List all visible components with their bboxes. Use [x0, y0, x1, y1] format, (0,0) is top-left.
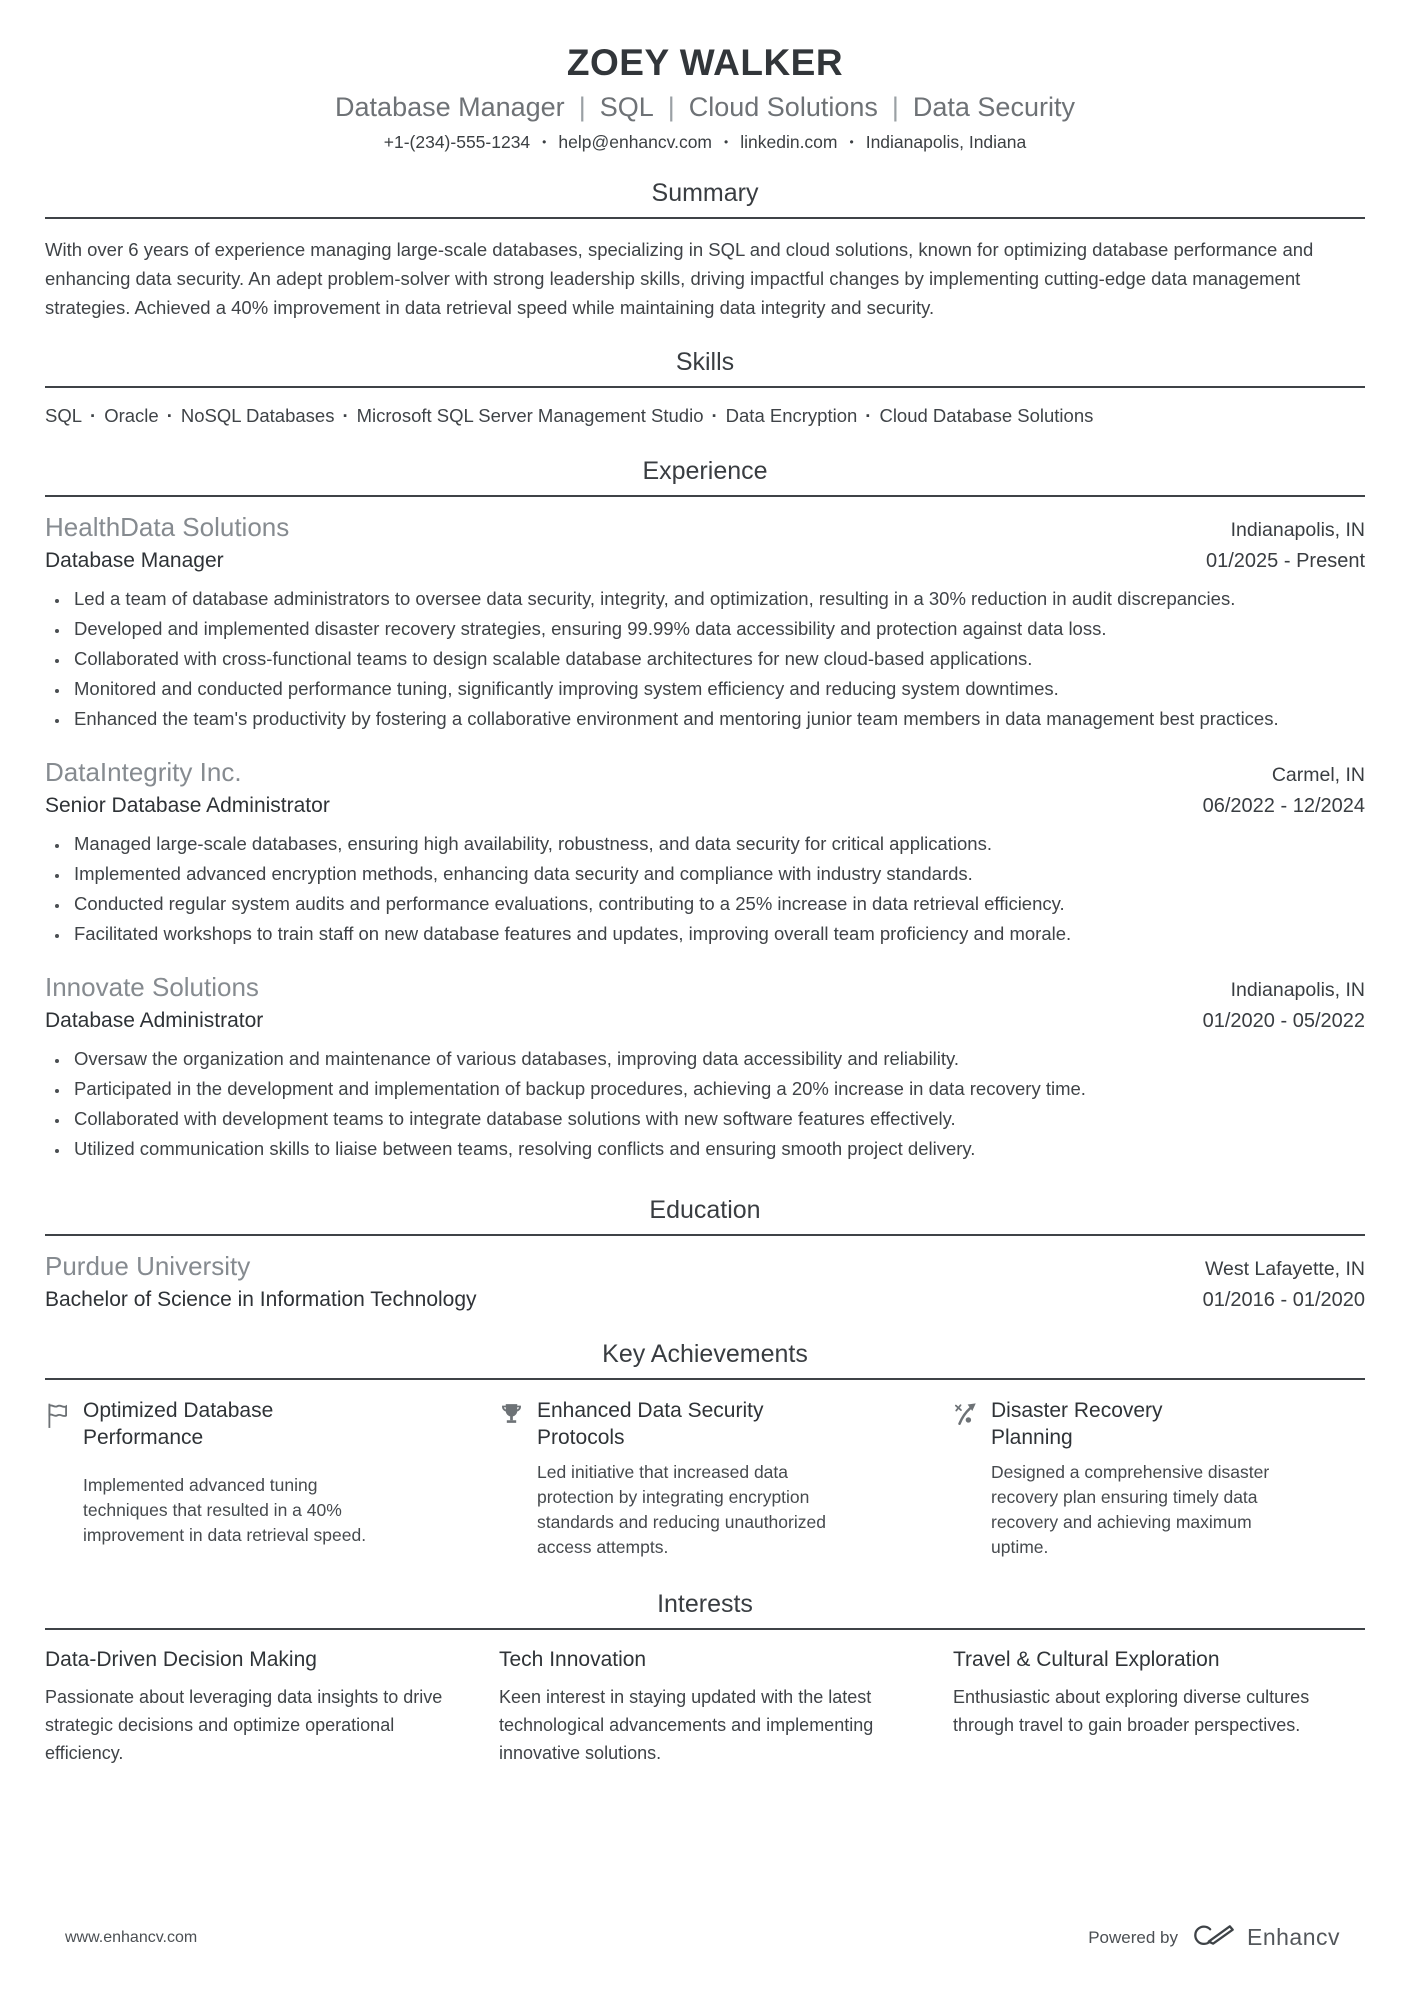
job-bullet-list: [45, 584, 1365, 734]
title-item: Database Manager: [335, 91, 565, 122]
job-title: Database Manager: [45, 548, 224, 572]
job-dates: 01/2020 - 05/2022: [1202, 1009, 1365, 1032]
job-bullet: • Implemented advanced encryption methods, enhancing data security and compliance with industry standards.: [70, 859, 1365, 889]
achievements-grid: [45, 1398, 1365, 1561]
job-dates: 01/2025 - Present: [1206, 549, 1365, 572]
interests-heading: Interests: [657, 1590, 753, 1619]
interest-item: [45, 1648, 457, 1767]
job-bullet: • Facilitated workshops to train staff on new database features and updates, improving overall team proficiency and morale.: [70, 919, 1365, 949]
education-dates: 01/2016 - 01/2020: [1202, 1288, 1365, 1311]
summary-heading: Summary: [651, 178, 759, 207]
company-name: DataIntegrity Inc.: [45, 756, 242, 787]
experience-heading: Experience: [642, 456, 768, 485]
job-location: Indianapolis, IN: [1230, 978, 1365, 1001]
achievement-item: [499, 1398, 911, 1561]
trophy-icon: [499, 1398, 531, 1432]
powered-by-label: Powered by: [1088, 1927, 1178, 1947]
location-text: • Indianapolis, Indiana: [838, 132, 1027, 152]
interest-title: Data-Driven Decision Making: [45, 1648, 317, 1672]
section-divider: [45, 495, 1365, 497]
job-bullet: • Collaborated with cross-functional teams to design scalable database architectures for new cloud-based applications.: [70, 644, 1365, 674]
job-bullet: • Collaborated with development teams to integrate database solutions with new software features effectively.: [70, 1104, 1365, 1134]
job-bullet-list: [45, 1044, 1365, 1164]
job-bullet: • Participated in the development and implementation of backup procedures, achieving a 20% increase in data recovery time.: [70, 1074, 1365, 1104]
job-title: Senior Database Administrator: [45, 793, 330, 817]
achievement-item: [45, 1398, 457, 1561]
job-bullet: • Oversaw the organization and maintenance of various databases, improving data accessibility and reliability.: [70, 1044, 1365, 1074]
education-heading: Education: [649, 1195, 761, 1224]
job-bullet: • Conducted regular system audits and performance evaluations, contributing to a 25% increase in data retrieval efficiency.: [70, 889, 1365, 919]
flag-icon: [45, 1398, 77, 1434]
interest-description: Keen interest in staying updated with the latest technological advancements and implementing innovative solutions.: [499, 1687, 874, 1764]
interest-description: Passionate about leveraging data insights to drive strategic decisions and optimize operational efficiency.: [45, 1687, 443, 1764]
skills-heading: Skills: [675, 347, 735, 376]
interest-title: Tech Innovation: [499, 1648, 647, 1672]
job-bullet: • Monitored and conducted performance tuning, significantly improving system efficiency and reducing system downtimes.: [70, 674, 1365, 704]
job-bullet: • Managed large-scale databases, ensuring high availability, robustness, and data security for critical applications.: [70, 829, 1365, 859]
powered-by-block: [1088, 1922, 1340, 1953]
achievement-description: Led initiative that increased data protection by integrating encryption standards and reducing unauthorized access attempts.: [537, 1462, 826, 1558]
title-item: | Data Security: [878, 92, 1075, 122]
job-bullet: • Developed and implemented disaster recovery strategies, ensuring 99.99% data accessibility and protection against data loss.: [70, 614, 1365, 644]
achievement-title: Disaster Recovery Planning: [991, 1398, 1163, 1449]
skills-list: [45, 405, 1365, 427]
achievement-item: [953, 1398, 1365, 1561]
enhancv-logo-icon: [1190, 1922, 1238, 1953]
phone-number: +1-(234)-555-1234: [383, 131, 531, 152]
skill-item: · Oracle: [82, 405, 159, 426]
enhancv-brand[interactable]: [1190, 1922, 1340, 1953]
job-location: Indianapolis, IN: [1230, 518, 1365, 541]
enhancv-website-link[interactable]: www.enhancv.com: [65, 1928, 198, 1946]
interest-item: [953, 1648, 1365, 1767]
job-bullet: • Enhanced the team's productivity by fostering a collaborative environment and mentoring junior team members in data management best practices.: [70, 704, 1365, 734]
school-location: West Lafayette, IN: [1204, 1257, 1365, 1280]
job-location: Carmel, IN: [1271, 763, 1365, 786]
experience-entry: [45, 512, 1365, 734]
skill-item: SQL: [45, 404, 83, 426]
education-entry: [45, 1251, 1365, 1312]
candidate-name: ZOEY WALKER: [566, 42, 844, 83]
company-name: Innovate Solutions: [45, 971, 259, 1002]
experience-entry: [45, 757, 1365, 949]
skill-item: · Microsoft SQL Server Management Studio: [334, 405, 703, 426]
resume-header: [45, 42, 1365, 153]
section-divider: [45, 1378, 1365, 1380]
skill-item: · NoSQL Databases: [159, 405, 335, 426]
section-divider: [45, 217, 1365, 219]
skill-item: · Cloud Database Solutions: [857, 405, 1093, 426]
achievement-description: Designed a comprehensive disaster recovery plan ensuring timely data recovery and achieving maximum uptime.: [991, 1462, 1270, 1558]
job-bullet-list: [45, 829, 1365, 949]
job-bullet: • Utilized communication skills to liaise between teams, resolving conflicts and ensuring smooth project delivery.: [70, 1134, 1365, 1164]
interest-description: Enthusiastic about exploring diverse cultures through travel to gain broader perspectives.: [953, 1687, 1310, 1736]
linkedin-link[interactable]: • linkedin.com: [712, 132, 837, 152]
degree-name: Bachelor of Science in Information Technology: [45, 1287, 477, 1311]
candidate-titles: [45, 90, 1365, 125]
job-dates: 06/2022 - 12/2024: [1202, 794, 1365, 817]
email-link[interactable]: • help@enhancv.com: [530, 132, 712, 152]
skill-item: · Data Encryption: [703, 405, 857, 426]
section-divider: [45, 1234, 1365, 1236]
interests-grid: [45, 1648, 1365, 1767]
page-footer: [65, 1922, 1340, 1953]
achievement-title: Optimized Database Performance: [83, 1398, 274, 1449]
achievements-heading: Key Achievements: [602, 1339, 808, 1368]
title-item: | Cloud Solutions: [654, 92, 878, 122]
section-divider: [45, 386, 1365, 388]
interest-item: [499, 1648, 911, 1767]
experience-entry: [45, 972, 1365, 1164]
achievement-description: Implemented advanced tuning techniques that resulted in a 40% improvement in data retrieval speed.: [83, 1474, 367, 1545]
job-bullet: • Led a team of database administrators to oversee data security, integrity, and optimization, resulting in a 30% reduction in audit discrepancies.: [70, 584, 1365, 614]
job-title: Database Administrator: [45, 1008, 264, 1032]
achievement-title: Enhanced Data Security Protocols: [537, 1398, 764, 1449]
enhancv-brand-name: Enhancv: [1246, 1924, 1340, 1950]
section-divider: [45, 1628, 1365, 1630]
title-item: | SQL: [565, 92, 654, 122]
summary-text: With over 6 years of experience managing large-scale databases, specializing in SQL and cloud solutions, known for optimizing database performance and enhancing data security. An adept problem-solver with strong leadership skills, driving impactful changes by implementing cutting-edge data management strategies. Achieved a 40% improvement in data retrieval speed while maintaining data integrity and security.: [45, 238, 1314, 318]
strategy-arrow-icon: [953, 1398, 985, 1432]
contact-line: [45, 132, 1365, 153]
interest-title: Travel & Cultural Exploration: [953, 1648, 1220, 1672]
school-name: Purdue University: [45, 1250, 251, 1281]
company-name: HealthData Solutions: [45, 511, 290, 542]
